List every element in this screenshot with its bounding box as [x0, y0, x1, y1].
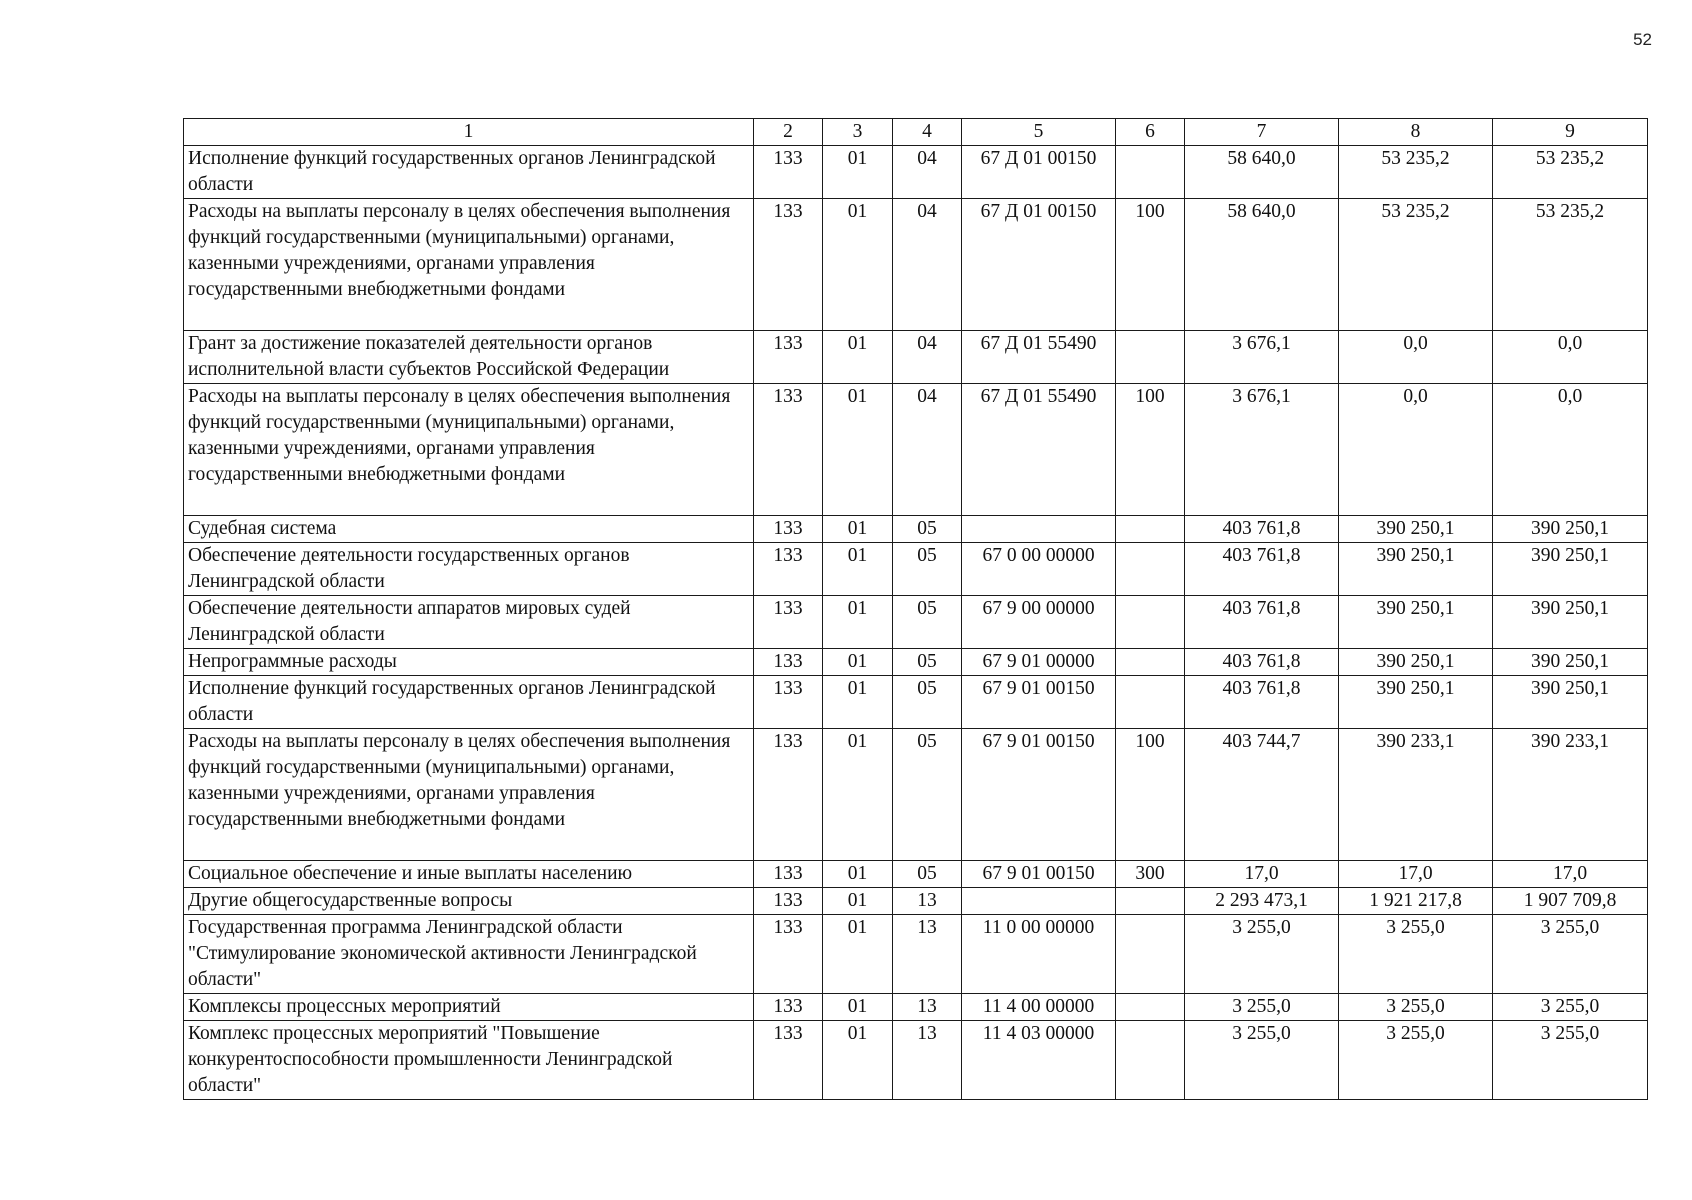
- amount-col8: 0,0: [1339, 384, 1493, 516]
- code-csr: 11 0 00 00000: [962, 915, 1116, 994]
- code-pr: 05: [893, 676, 962, 729]
- code-pr: 05: [893, 649, 962, 676]
- row-name: Социальное обеспечение и иные выплаты населению: [184, 861, 754, 888]
- code-vr: [1116, 994, 1185, 1021]
- amount-col7: 403 761,8: [1185, 649, 1339, 676]
- code-vr: 300: [1116, 861, 1185, 888]
- amount-col8: 1 921 217,8: [1339, 888, 1493, 915]
- column-header: 2: [754, 119, 823, 146]
- table-row: [184, 888, 1648, 915]
- code-pr: 05: [893, 729, 962, 861]
- amount-col9: 390 250,1: [1493, 543, 1648, 596]
- table-row: [184, 331, 1648, 384]
- amount-col7: 58 640,0: [1185, 199, 1339, 331]
- row-name: Расходы на выплаты персоналу в целях обеспечения выполнения функций государственными (муниципальными) органами, казенными учреждениями, органами управления государственными внебюджетными фондами: [184, 199, 754, 331]
- amount-col7: 2 293 473,1: [1185, 888, 1339, 915]
- code-vr: [1116, 915, 1185, 994]
- amount-col9: 1 907 709,8: [1493, 888, 1648, 915]
- code-rz: 01: [823, 994, 893, 1021]
- amount-col8: 53 235,2: [1339, 199, 1493, 331]
- table-row: [184, 861, 1648, 888]
- table-row: [184, 146, 1648, 199]
- code-pr: 13: [893, 915, 962, 994]
- code-pr: 05: [893, 596, 962, 649]
- code-gr: 133: [754, 331, 823, 384]
- amount-col7: 403 761,8: [1185, 516, 1339, 543]
- code-rz: 01: [823, 861, 893, 888]
- amount-col7: 403 744,7: [1185, 729, 1339, 861]
- code-gr: 133: [754, 384, 823, 516]
- code-rz: 01: [823, 729, 893, 861]
- code-pr: 05: [893, 516, 962, 543]
- column-header: 5: [962, 119, 1116, 146]
- amount-col8: 0,0: [1339, 331, 1493, 384]
- amount-col7: 3 255,0: [1185, 1021, 1339, 1100]
- column-header: 6: [1116, 119, 1185, 146]
- column-header: 3: [823, 119, 893, 146]
- code-pr: 13: [893, 888, 962, 915]
- amount-col8: 3 255,0: [1339, 994, 1493, 1021]
- table-row: [184, 994, 1648, 1021]
- code-csr: 67 Д 01 00150: [962, 199, 1116, 331]
- column-header: 1: [184, 119, 754, 146]
- code-rz: 01: [823, 331, 893, 384]
- code-gr: 133: [754, 729, 823, 861]
- row-name: Комплексы процессных мероприятий: [184, 994, 754, 1021]
- amount-col9: 390 250,1: [1493, 596, 1648, 649]
- code-rz: 01: [823, 888, 893, 915]
- code-csr: 67 9 01 00150: [962, 861, 1116, 888]
- code-vr: 100: [1116, 384, 1185, 516]
- amount-col8: 390 250,1: [1339, 649, 1493, 676]
- code-vr: 100: [1116, 199, 1185, 331]
- code-csr: 67 Д 01 00150: [962, 146, 1116, 199]
- row-name: Комплекс процессных мероприятий "Повышение конкурентоспособности промышленности Ленинградской области": [184, 1021, 754, 1100]
- code-gr: 133: [754, 146, 823, 199]
- amount-col9: 17,0: [1493, 861, 1648, 888]
- table-row: [184, 676, 1648, 729]
- code-rz: 01: [823, 649, 893, 676]
- amount-col8: 53 235,2: [1339, 146, 1493, 199]
- code-vr: [1116, 516, 1185, 543]
- amount-col7: 3 255,0: [1185, 994, 1339, 1021]
- table-row: [184, 915, 1648, 994]
- code-gr: 133: [754, 915, 823, 994]
- amount-col9: 0,0: [1493, 384, 1648, 516]
- table-row: [184, 729, 1648, 861]
- code-rz: 01: [823, 596, 893, 649]
- row-name: Другие общегосударственные вопросы: [184, 888, 754, 915]
- amount-col7: 3 676,1: [1185, 331, 1339, 384]
- code-rz: 01: [823, 384, 893, 516]
- amount-col7: 17,0: [1185, 861, 1339, 888]
- amount-col7: 403 761,8: [1185, 596, 1339, 649]
- code-csr: 67 0 00 00000: [962, 543, 1116, 596]
- code-rz: 01: [823, 1021, 893, 1100]
- code-csr: 11 4 03 00000: [962, 1021, 1116, 1100]
- code-gr: 133: [754, 516, 823, 543]
- table-body: [184, 146, 1648, 1100]
- code-vr: [1116, 649, 1185, 676]
- amount-col8: 17,0: [1339, 861, 1493, 888]
- amount-col9: 3 255,0: [1493, 915, 1648, 994]
- amount-col8: 390 250,1: [1339, 516, 1493, 543]
- amount-col7: 403 761,8: [1185, 676, 1339, 729]
- amount-col8: 390 250,1: [1339, 676, 1493, 729]
- code-csr: 67 9 00 00000: [962, 596, 1116, 649]
- code-csr: 67 Д 01 55490: [962, 384, 1116, 516]
- code-csr: 11 4 00 00000: [962, 994, 1116, 1021]
- code-vr: 100: [1116, 729, 1185, 861]
- code-vr: [1116, 888, 1185, 915]
- code-pr: 05: [893, 543, 962, 596]
- header-row: [184, 119, 1648, 146]
- row-name: Государственная программа Ленинградской области "Стимулирование экономической активности Ленинградской области": [184, 915, 754, 994]
- amount-col7: 58 640,0: [1185, 146, 1339, 199]
- table-row: [184, 384, 1648, 516]
- amount-col9: 0,0: [1493, 331, 1648, 384]
- code-vr: [1116, 331, 1185, 384]
- code-gr: 133: [754, 596, 823, 649]
- code-gr: 133: [754, 649, 823, 676]
- code-gr: 133: [754, 1021, 823, 1100]
- code-pr: 04: [893, 146, 962, 199]
- amount-col8: 390 250,1: [1339, 596, 1493, 649]
- code-gr: 133: [754, 861, 823, 888]
- amount-col9: 3 255,0: [1493, 1021, 1648, 1100]
- code-pr: 04: [893, 199, 962, 331]
- code-vr: [1116, 596, 1185, 649]
- amount-col7: 3 676,1: [1185, 384, 1339, 516]
- code-rz: 01: [823, 516, 893, 543]
- column-header: 7: [1185, 119, 1339, 146]
- row-name: Грант за достижение показателей деятельности органов исполнительной власти субъектов Российской Федерации: [184, 331, 754, 384]
- row-name: Обеспечение деятельности государственных органов Ленинградской области: [184, 543, 754, 596]
- amount-col9: 390 250,1: [1493, 649, 1648, 676]
- page-number: 52: [1633, 30, 1652, 49]
- code-rz: 01: [823, 543, 893, 596]
- amount-col9: 53 235,2: [1493, 146, 1648, 199]
- row-name: Непрограммные расходы: [184, 649, 754, 676]
- row-name: Расходы на выплаты персоналу в целях обеспечения выполнения функций государственными (муниципальными) органами, казенными учреждениями, органами управления государственными внебюджетными фондами: [184, 384, 754, 516]
- code-gr: 133: [754, 676, 823, 729]
- code-vr: [1116, 1021, 1185, 1100]
- table-row: [184, 516, 1648, 543]
- code-gr: 133: [754, 199, 823, 331]
- row-name: Расходы на выплаты персоналу в целях обеспечения выполнения функций государственными (муниципальными) органами, казенными учреждениями, органами управления государственными внебюджетными фондами: [184, 729, 754, 861]
- row-name: Судебная система: [184, 516, 754, 543]
- table-row: [184, 1021, 1648, 1100]
- amount-col8: 390 233,1: [1339, 729, 1493, 861]
- code-csr: 67 9 01 00150: [962, 729, 1116, 861]
- amount-col7: 3 255,0: [1185, 915, 1339, 994]
- column-header: 4: [893, 119, 962, 146]
- code-pr: 13: [893, 994, 962, 1021]
- code-rz: 01: [823, 915, 893, 994]
- table-row: [184, 596, 1648, 649]
- code-pr: 04: [893, 384, 962, 516]
- amount-col8: 390 250,1: [1339, 543, 1493, 596]
- column-header: 9: [1493, 119, 1648, 146]
- amount-col9: 3 255,0: [1493, 994, 1648, 1021]
- code-pr: 13: [893, 1021, 962, 1100]
- code-vr: [1116, 676, 1185, 729]
- amount-col8: 3 255,0: [1339, 1021, 1493, 1100]
- row-name: Обеспечение деятельности аппаратов мировых судей Ленинградской области: [184, 596, 754, 649]
- row-name: Исполнение функций государственных органов Ленинградской области: [184, 146, 754, 199]
- column-header: 8: [1339, 119, 1493, 146]
- code-csr: [962, 888, 1116, 915]
- amount-col9: 390 250,1: [1493, 676, 1648, 729]
- code-csr: 67 9 01 00150: [962, 676, 1116, 729]
- amount-col7: 403 761,8: [1185, 543, 1339, 596]
- code-pr: 05: [893, 861, 962, 888]
- code-gr: 133: [754, 994, 823, 1021]
- code-gr: 133: [754, 543, 823, 596]
- amount-col9: 390 250,1: [1493, 516, 1648, 543]
- code-pr: 04: [893, 331, 962, 384]
- table-row: [184, 649, 1648, 676]
- table-row: [184, 543, 1648, 596]
- row-name: Исполнение функций государственных органов Ленинградской области: [184, 676, 754, 729]
- budget-table: [183, 118, 1648, 1100]
- code-rz: 01: [823, 676, 893, 729]
- code-gr: 133: [754, 888, 823, 915]
- amount-col8: 3 255,0: [1339, 915, 1493, 994]
- amount-col9: 53 235,2: [1493, 199, 1648, 331]
- code-csr: 67 Д 01 55490: [962, 331, 1116, 384]
- code-vr: [1116, 543, 1185, 596]
- table-row: [184, 199, 1648, 331]
- code-rz: 01: [823, 199, 893, 331]
- code-csr: [962, 516, 1116, 543]
- code-csr: 67 9 01 00000: [962, 649, 1116, 676]
- amount-col9: 390 233,1: [1493, 729, 1648, 861]
- code-vr: [1116, 146, 1185, 199]
- code-rz: 01: [823, 146, 893, 199]
